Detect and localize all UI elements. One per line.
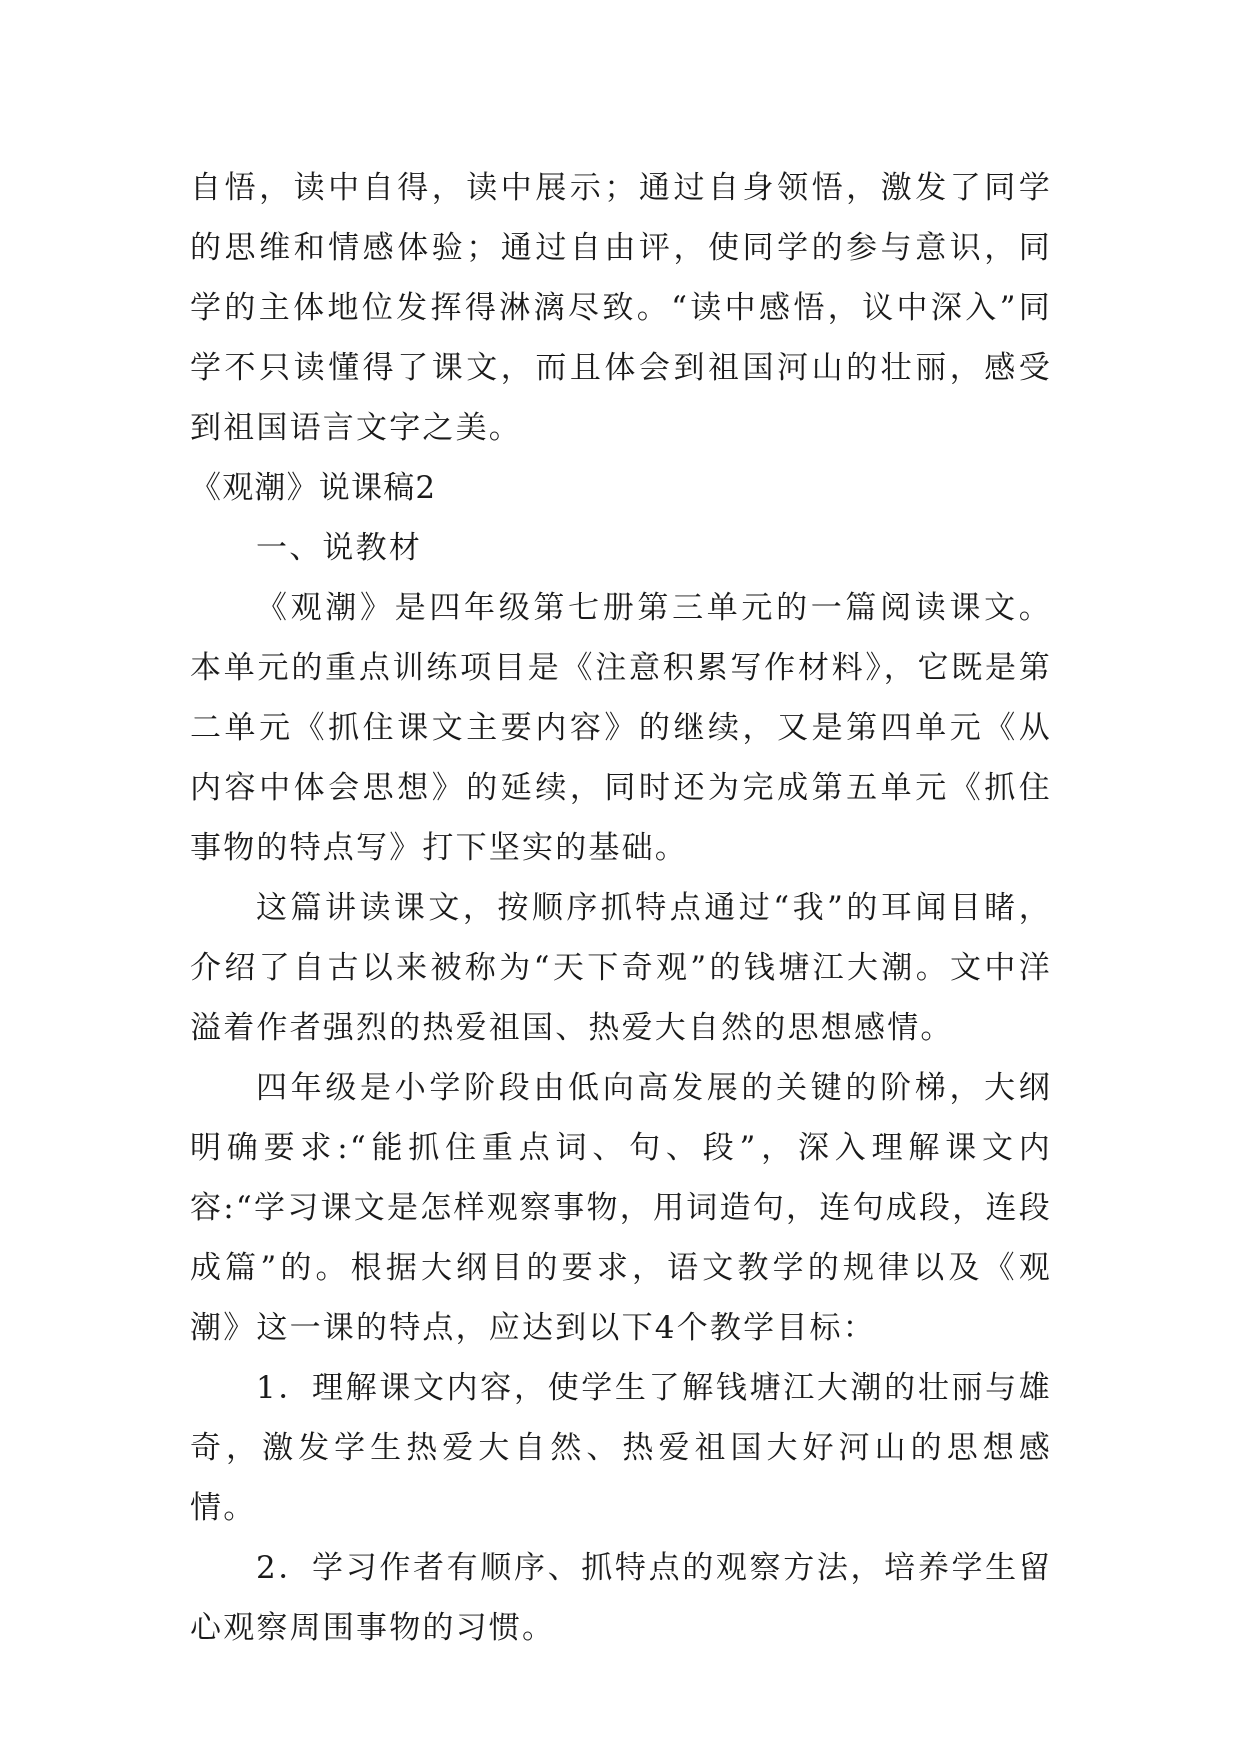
paragraph: 四年级是小学阶段由低向高发展的关键的阶梯，大纲明确要求:“能抓住重点词、句、段”，深入理解课文内容:“学习课文是怎样观察事物，用词造句，连句成段，连段成篇”的。根据大纲目的要求，语文教学的规律以及《观潮》这一课的特点，应达到以下4个教学目标： [190, 1070, 1052, 1346]
paragraph: 这篇讲读课文，按顺序抓特点通过“我”的耳闻目睹，介绍了自古以来被称为“天下奇观”的钱塘江大潮。文中洋溢着作者强烈的热爱祖国、热爱大自然的思想感情。 [190, 890, 1052, 1046]
section-heading: 一、说教材 [256, 530, 422, 566]
section-title: 《观潮》说课稿2 [190, 470, 437, 506]
list-item-goal-1: 1．理解课文内容，使学生了解钱塘江大潮的壮丽与雄奇，激发学生热爱大自然、热爱祖国大好河山的思想感情。 [190, 1370, 1052, 1526]
document-body [190, 158, 1052, 1658]
paragraph: 《观潮》是四年级第七册第三单元的一篇阅读课文。本单元的重点训练项目是《注意积累写作材料》，它既是第二单元《抓住课文主要内容》的继续，又是第四单元《从内容中体会思想》的延续，同时还为完成第五单元《抓住事物的特点写》打下坚实的基础。 [190, 590, 1052, 866]
list-item-goal-2: 2．学习作者有顺序、抓特点的观察方法，培养学生留心观察周围事物的习惯。 [190, 1550, 1052, 1646]
paragraph-continuation: 自悟，读中自得，读中展示；通过自身领悟，激发了同学的思维和情感体验；通过自由评，使同学的参与意识，同学的主体地位发挥得淋漓尽致。“读中感悟，议中深入”同学不只读懂得了课文，而且体会到祖国河山的壮丽，感受到祖国语言文字之美。 [190, 170, 1052, 446]
